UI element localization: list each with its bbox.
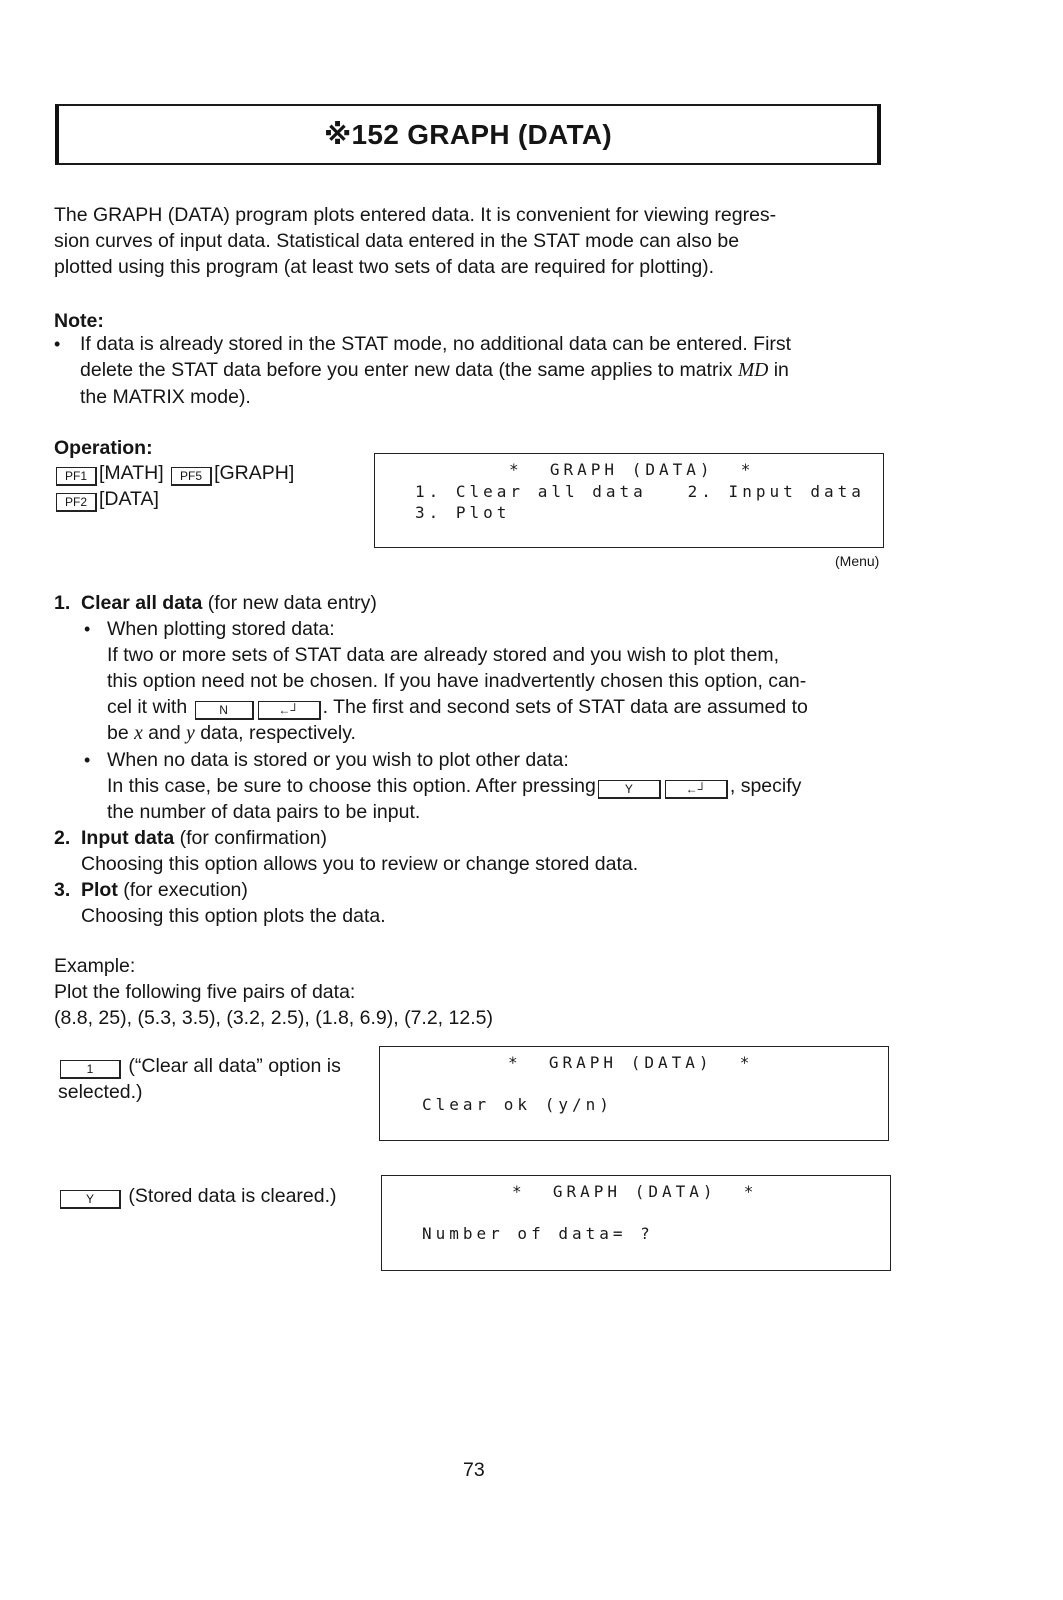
step2-desc: (Stored data is cleared.) [123, 1185, 337, 1207]
option-desc: (for confirmation) [174, 827, 327, 849]
body-line [54, 720, 914, 747]
note-line-tail: in [768, 359, 789, 381]
step1-line [58, 1053, 378, 1079]
y-key: Y [60, 1190, 121, 1209]
n-key: N [195, 701, 254, 720]
option-name: Plot [81, 879, 118, 901]
option-number: 1. [54, 592, 71, 614]
body-line: Choosing this option plots the data. [81, 905, 386, 927]
var-x: x [134, 723, 143, 744]
menu-screen-line2: 1. Clear all data 2. Input data [415, 482, 865, 501]
option-name: Clear all data [81, 592, 203, 614]
body-text: data, respectively. [194, 722, 356, 744]
operation-keys [54, 460, 374, 512]
y-key: Y [598, 780, 661, 799]
body-line [54, 773, 914, 799]
option-3-heading [54, 877, 914, 903]
bullet-icon: • [84, 750, 91, 770]
bullet-text: When no data is stored or you wish to plot other data: [107, 749, 569, 771]
body-text: cel it with [107, 696, 188, 718]
step1-text [58, 1053, 378, 1105]
intro-paragraph [54, 202, 934, 280]
bullet-text: When plotting stored data: [107, 618, 335, 640]
option-desc: (for execution) [117, 879, 248, 901]
step2-text [58, 1183, 378, 1209]
note-line [80, 357, 940, 384]
matrix-name: MD [737, 360, 769, 381]
page-title: ※152 GRAPH (DATA) [324, 119, 612, 150]
one-key: 1 [60, 1060, 121, 1079]
option-1-heading [54, 590, 914, 616]
intro-line: sion curves of input data. Statistical data entered in the STAT mode can also be [54, 230, 740, 252]
screen-line1: * GRAPH (DATA) * [512, 1182, 758, 1201]
bullet-icon: • [54, 334, 61, 354]
page-number: 73 [463, 1459, 485, 1481]
operation-heading: Operation: [54, 437, 153, 459]
step2-lcd-screen [381, 1175, 891, 1271]
note-line-text: delete the STAT data before you enter new data (the same applies to matrix [80, 359, 733, 381]
example-label: Example: [54, 955, 136, 977]
data-label: [DATA] [99, 488, 159, 510]
option-number: 2. [54, 827, 71, 849]
option-number: 3. [54, 879, 71, 901]
body-text: . The first and second sets of STAT data are assumed to [322, 696, 808, 718]
intro-line: The GRAPH (DATA) program plots entered data. It is convenient for viewing regres- [54, 204, 777, 226]
math-label: [MATH] [99, 462, 164, 484]
screen-line2: Number of data= ? [422, 1224, 654, 1243]
menu-caption: (Menu) [835, 553, 880, 569]
pf2-key: PF2 [56, 493, 97, 512]
option-2-heading [54, 825, 914, 851]
intro-line: plotted using this program (at least two sets of data are required for plotting). [54, 256, 715, 278]
body-line [54, 694, 914, 720]
note-heading: Note: [54, 310, 104, 332]
enter-key: ←┘ [258, 701, 321, 720]
screen-line1: * GRAPH (DATA) * [508, 1053, 754, 1072]
option-desc: (for new data entry) [202, 592, 377, 614]
step1-desc: (“Clear all data” option is [123, 1055, 341, 1077]
menu-lcd-screen [374, 453, 884, 548]
enter-key: ←┘ [665, 780, 728, 799]
pf1-key: PF1 [56, 467, 97, 486]
note-line: the MATRIX mode). [80, 386, 251, 408]
screen-line2: Clear ok (y/n) [422, 1095, 613, 1114]
body-text: be [107, 722, 135, 744]
example-block [54, 953, 914, 1031]
graph-label: [GRAPH] [214, 462, 295, 484]
var-y: y [186, 723, 195, 744]
note-line: If data is already stored in the STAT mode, no additional data can be entered. First [80, 333, 792, 355]
body-text: In this case, be sure to choose this option. After pressing [107, 775, 596, 797]
operation-line [54, 486, 374, 512]
body-text: , specify [729, 775, 802, 797]
body-line: Choosing this option allows you to review or change stored data. [81, 853, 639, 875]
options-list [54, 590, 914, 929]
pf5-key: PF5 [171, 467, 212, 486]
menu-screen-line3: 3. Plot [415, 503, 511, 522]
operation-line [54, 460, 374, 486]
menu-screen-line1: * GRAPH (DATA) * [509, 460, 755, 479]
option-1-bullet-1 [54, 616, 914, 642]
body-text: and [142, 722, 187, 744]
option-1-bullet-2 [54, 747, 914, 773]
step1-lcd-screen [379, 1046, 889, 1141]
body-line: the number of data pairs to be input. [107, 801, 421, 823]
body-line: this option need not be chosen. If you have inadvertently chosen this option, can- [107, 670, 807, 692]
note-bullet-item [54, 331, 940, 410]
bullet-icon: • [84, 619, 91, 639]
option-name: Input data [81, 827, 175, 849]
example-line: Plot the following five pairs of data: [54, 981, 356, 1003]
step1-desc: selected.) [58, 1081, 143, 1103]
body-line: If two or more sets of STAT data are already stored and you wish to plot them, [107, 644, 779, 666]
title-box [55, 104, 881, 165]
example-line: (8.8, 25), (5.3, 3.5), (3.2, 2.5), (1.8, 6.9), (7.2, 12.5) [54, 1007, 493, 1029]
